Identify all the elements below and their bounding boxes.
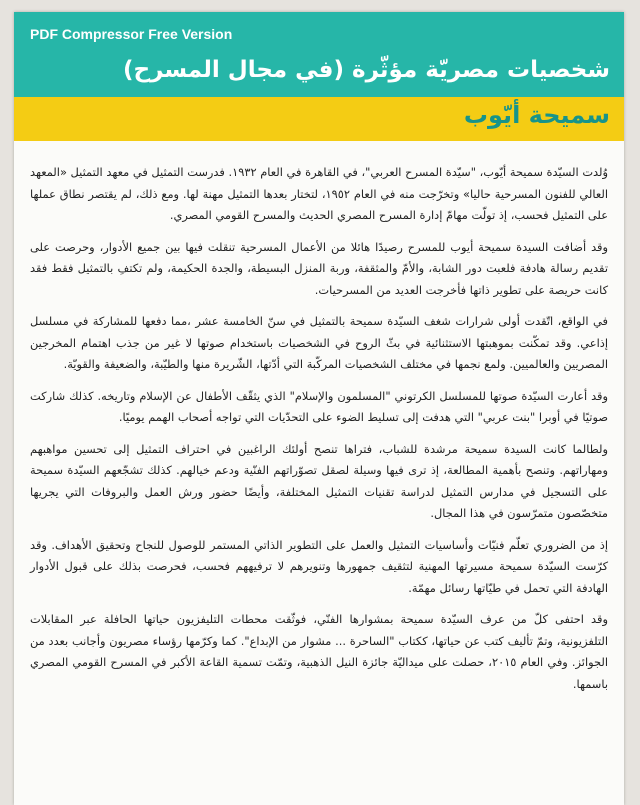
page-title: شخصيات مصريّة مؤثّرة (في مجال المسرح) bbox=[123, 57, 610, 83]
person-name-heading: سميحة أيّوب bbox=[463, 101, 610, 129]
document-page bbox=[14, 12, 624, 805]
paragraph: وُلدت السيّدة سميحة أيّوب، "سيّدة المسرح العربي"، في القاهرة في العام ١٩٣٢. فدرست التمثيل في معهد التمثيل «المعهد العالي للفنون المسرحية حاليا» وتخرّجت منه في العام ١٩٥٢، لتختار بعدها التمثيل مهنة لها. ومع ذلك، لم يقتصر نطاق عملها على التمثيل فحسب، إذ تولّت مهامّ إدارة المسرح المصري الحديث والمسرح القومي المصري. bbox=[30, 165, 609, 222]
name-bar bbox=[14, 97, 624, 141]
paragraph: في الواقع، اتّقدت أولى شرارات شغف السيّدة سميحة بالتمثيل في سنّ الخامسة عشر ،مما دفعها للمشاركة في مسلسل إذاعي. وقد تمكّنت بموهبتها الاستثنائية في بثّ الروح في الشخصيات باستخدام صوتها لا غير من جذب اهتمام المخرجين المصريين والعالميين. ولمع نجمها في مختلف الشخصيات المركّبة التي أدّتها، الشّريرة منها والطيّبة، والضعيفة والقويّة. bbox=[30, 314, 608, 371]
watermark-text: PDF Compressor Free Version bbox=[30, 26, 233, 42]
article-body bbox=[30, 162, 608, 705]
paragraph: وقد احتفى كلّ من عرف السيّدة سميحة بمشوارها الفنّي، فوثّقت محطات التليفزيون حياتها الحافلة عبر المقابلات التلفزيونية، وتمّ تأليف كتب عن حياتها، ككتاب "الساحرة ... مشوار من الإبداع". كما وكرّمها رؤساء مصريون وأجانب بعدد من الجوائز. وفي العام ٢٠١٥، حصلت على ميداليّة جائزة النيل الذهبية، وتمّت تسمية القاعة الأكبر في المسرح القومي المصري باسمها. bbox=[30, 612, 609, 691]
title-banner bbox=[14, 12, 624, 97]
paragraph: وقد أعارت السيّدة صوتها للمسلسل الكرتوني "المسلمون والإسلام" الذي يثقّف الأطفال عن الإسلام وتاريخه. كذلك شاركت صوتيًا في أوبرا "بنت عربي" التي هدفت إلى تسليط الضوء على التحدّيات التي تواجه أصحاب الهمم يوميًا. bbox=[30, 388, 608, 424]
paragraph: ولطالما كانت السيدة سميحة مرشدة للشباب، فتراها تنصح أولئك الراغبين في احتراف التمثيل إلى تحسين مواهبهم ومهاراتهم. وتنصح بأهمية المطالعة، إذ ترى فيها وسيلة لصقل تصوّراتهم الفنّية ودعم خيالهم. كذلك تشجّعهم السيّدة سميحة على التسجيل في مدارس التمثيل لدراسة تقنيات التمثيل المختلفة، وأيضًا حضور ورش العمل والبروفات التي يجريها متخصّصون متمرّسون في هذا المجال. bbox=[30, 441, 608, 520]
paragraph: وقد أضافت السيدة سميحة أيوب للمسرح رصيدًا هائلا من الأعمال المسرحية تنقلت فيها بين جميع الأدوار، وحرصت على تقديم رسالة هادفة فلعبت دور الشابة، والأمّ والمثقفة، وربة المنزل البسيطة، والجدة الحكيمة، ولم تكتفِ بالتمثيل فقط فقد كانت حريصة على تطوير ذاتها فأخرجت العديد من المسرحيات. bbox=[30, 239, 608, 297]
paragraph: إذ من الضروري تعلّم فنيّات وأساسيات التمثيل والعمل على التطوير الذاتي المستمر للوصول للنجاح وتحقيق الأهداف. وقد كرّست السيّدة سميحة مسيرتها المهنية لتثقيف جمهورها وتنويرهم لا ترفيههم فحسب، فحرصت بذلك على قبول الأدوار الهادفة التي تحمل في طيّاتها رسائل مهمّة. bbox=[30, 537, 608, 595]
